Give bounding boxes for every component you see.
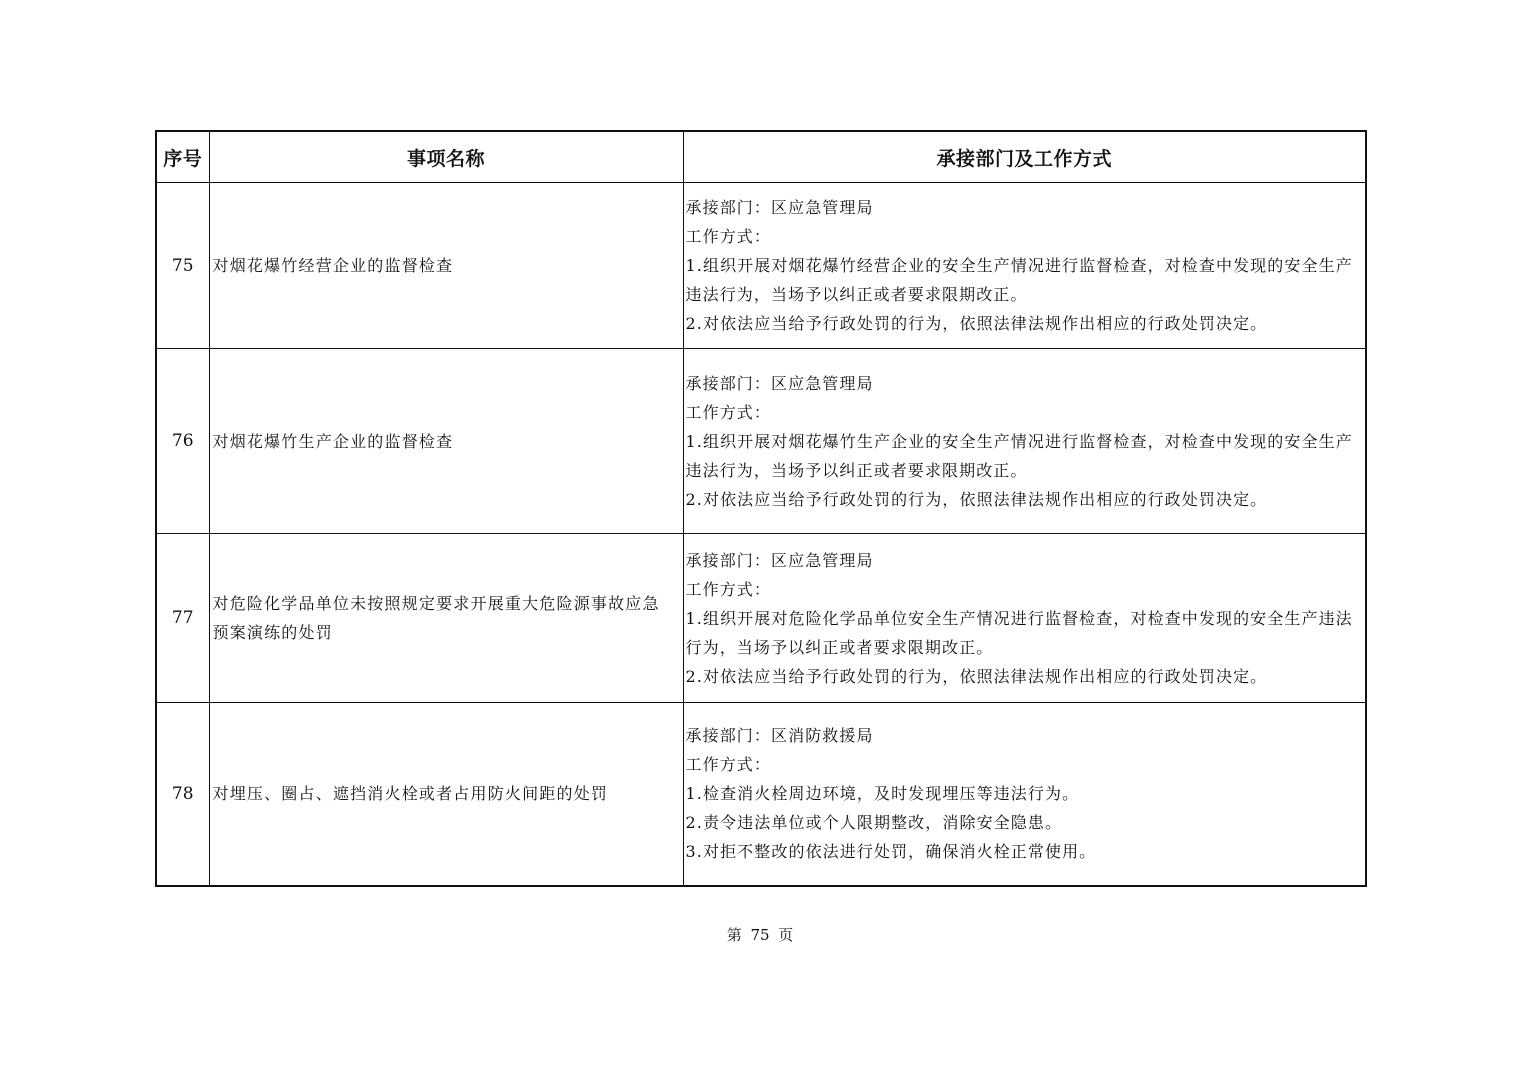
row-seq: 75 [156, 183, 209, 349]
row-name: 对烟花爆竹经营企业的监督检查 [209, 183, 683, 349]
table-row [156, 534, 1366, 703]
dept-line: 承接部门：区应急管理局 [685, 550, 874, 570]
dept-line: 1.检查消火栓周边环境，及时发现埋压等违法行为。 [685, 784, 1080, 804]
row-dept [683, 534, 1366, 703]
table-row [156, 703, 1366, 886]
dept-line: 3.对拒不整改的依法进行处罚，确保消火栓正常使用。 [685, 842, 1097, 862]
dept-line: 2.责令违法单位或个人限期整改，消除安全隐患。 [685, 813, 1063, 833]
header-seq: 序号 [156, 131, 209, 183]
row-dept [683, 349, 1366, 534]
row-name: 对烟花爆竹生产企业的监督检查 [209, 349, 683, 534]
matters-table [155, 130, 1367, 887]
header-dept: 承接部门及工作方式 [683, 131, 1366, 183]
table-header-row [156, 131, 1366, 183]
dept-line: 工作方式： [685, 227, 772, 246]
dept-line: 承接部门：区应急管理局 [685, 198, 874, 217]
dept-line: 2.对依法应当给予行政处罚的行为，依照法律法规作出相应的行政处罚决定。 [685, 666, 1268, 686]
dept-line: 2.对依法应当给予行政处罚的行为，依照法律法规作出相应的行政处罚决定。 [685, 489, 1268, 509]
dept-line: 2.对依法应当给予行政处罚的行为，依照法律法规作出相应的行政处罚决定。 [685, 314, 1268, 333]
row-seq: 78 [156, 703, 209, 886]
dept-line: 1.组织开展对烟花爆竹经营企业的安全生产情况进行监督检查，对检查中发现的安全生产违法行为，当场予以纠正或者要求限期改正。 [685, 256, 1353, 304]
dept-line: 工作方式： [685, 402, 772, 422]
table-row [156, 349, 1366, 534]
row-seq: 77 [156, 534, 209, 703]
dept-line: 1.组织开展对烟花爆竹生产企业的安全生产情况进行监督检查，对检查中发现的安全生产违法行为，当场予以纠正或者要求限期改正。 [685, 431, 1353, 480]
page-number: 第 75 页 [726, 926, 794, 944]
dept-line: 工作方式： [685, 755, 772, 775]
dept-line: 1.组织开展对危险化学品单位安全生产情况进行监督检查，对检查中发现的安全生产违法行为，当场予以纠正或者要求限期改正。 [685, 608, 1353, 657]
header-name: 事项名称 [209, 131, 683, 183]
row-dept [683, 183, 1366, 349]
dept-line: 承接部门：区消防救援局 [685, 726, 874, 746]
dept-line: 承接部门：区应急管理局 [685, 373, 874, 393]
row-name: 对危险化学品单位未按照规定要求开展重大危险源事故应急预案演练的处罚 [209, 534, 683, 703]
row-name: 对埋压、圈占、遮挡消火栓或者占用防火间距的处罚 [209, 703, 683, 886]
row-seq: 76 [156, 349, 209, 534]
dept-line: 工作方式： [685, 579, 772, 599]
table-row [156, 183, 1366, 349]
row-dept [683, 703, 1366, 886]
